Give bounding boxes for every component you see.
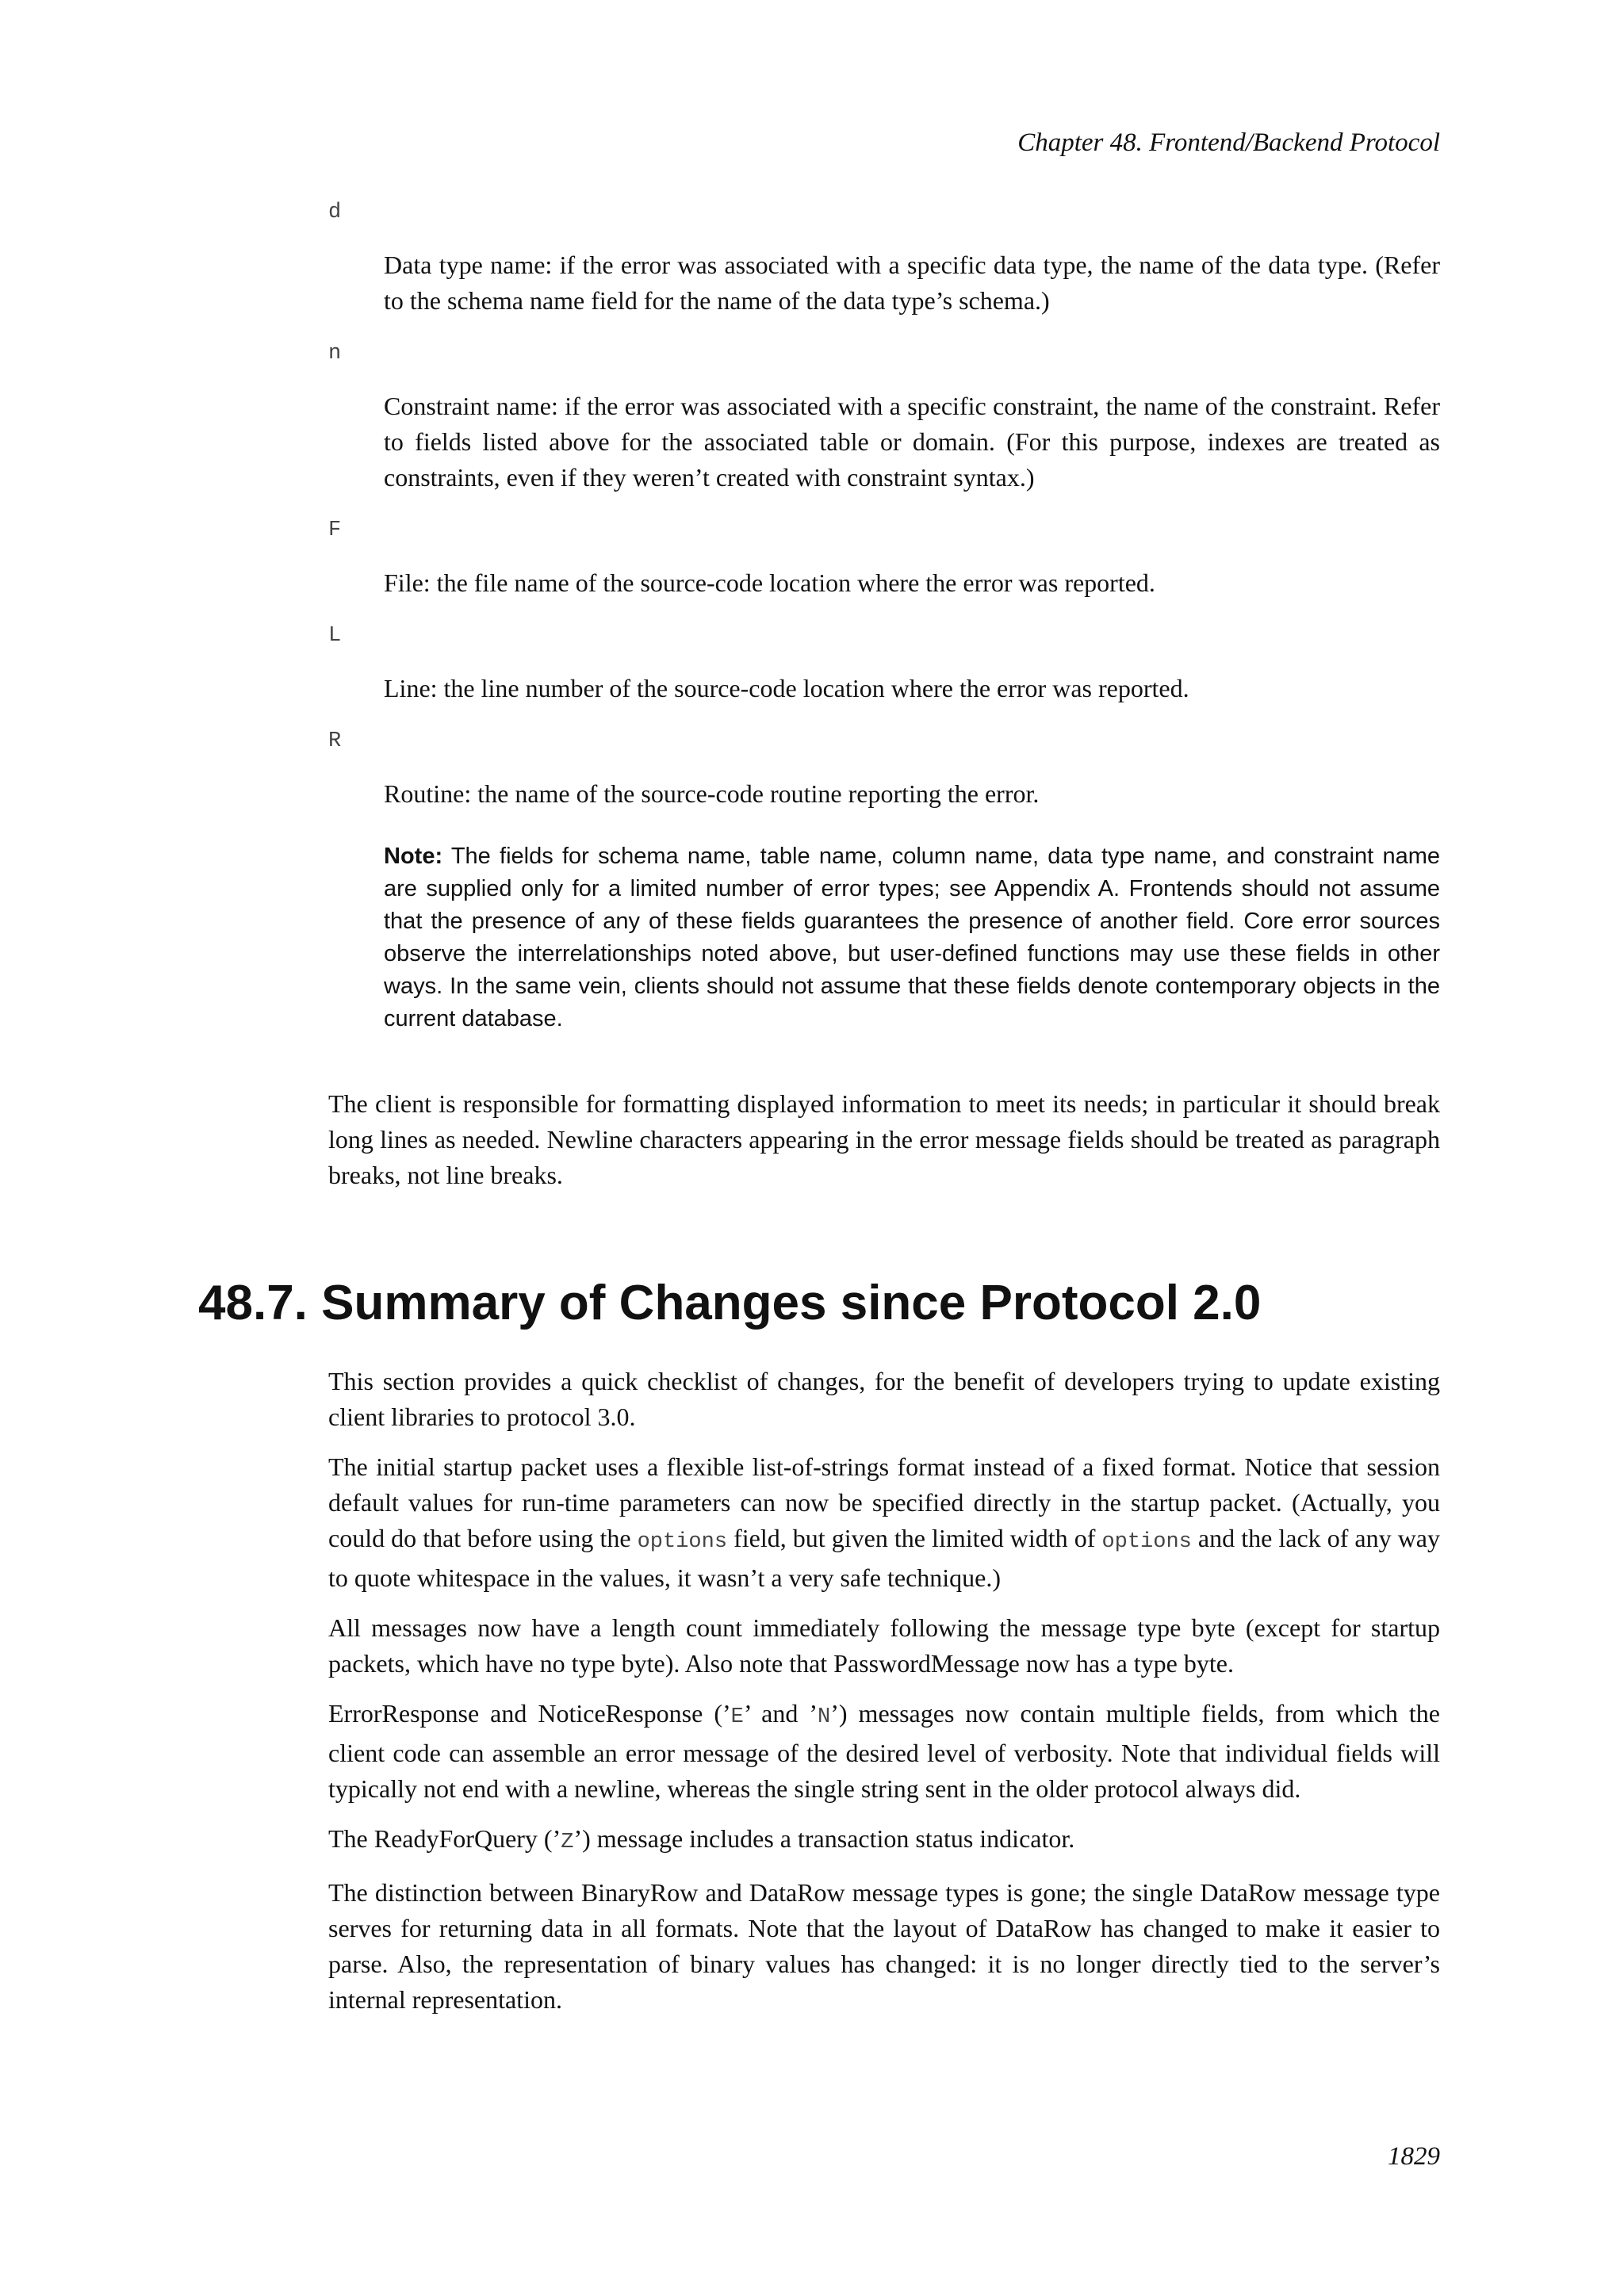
field-description: Constraint name: if the error was associated with a specific constraint, the name of the constraint. Refer to fields listed above for the associated table or domain. (For this purpose, indexes are treated as constraints, even if they weren’t created with constraint syntax.): [384, 392, 1440, 492]
datarow-paragraph: The distinction between BinaryRow and DataRow message types is gone; the single DataRow message type serves for returning data in all formats. Note that the layout of DataRow has changed to make it easier to parse. Also, the representation of binary values has changed: it is no longer directly tied to the server’s internal representation.: [328, 1878, 1440, 2014]
startup-packet-paragraph: [328, 1449, 1440, 1596]
note-label: Note:: [384, 844, 443, 869]
field-entry-d: [328, 198, 1440, 319]
note-text: The fields for schema name, table name, column name, data type name, and constraint name are supplied only for a limited number of error types; see Appendix A. Frontends should not assume that the presence of any of these fields guarantees the presence of another field. Core error sources observe the interrelationships noted above, but user-defined functions may use these fields in other ways. In the same vein, clients should not assume that these fields denote contemporary objects in the current database.: [384, 844, 1440, 1031]
field-description: Line: the line number of the source-code location where the error was reported.: [384, 674, 1189, 702]
error-notice-text-3: ’) messages now contain multiple fields, from which the client code can assemble an error message of the desired level of verbosity. Note that individual fields will typically not end with a newline, whereas the single string sent in the older protocol always did.: [328, 1699, 1441, 1803]
field-entry-F: [328, 516, 1440, 601]
error-notice-text-1: ErrorResponse and NoticeResponse (’: [328, 1699, 731, 1728]
ready-text-1: The ReadyForQuery (’: [328, 1824, 561, 1853]
error-field-list: [328, 198, 1440, 1035]
field-code: d: [328, 201, 342, 224]
startup-text-1: The initial startup packet uses a flexible list-of-strings format instead of a fixed format. Notice that session default values for run-time parameters can now be specified directly in the startup packet. (Actually, you could do that before using the: [328, 1452, 1440, 1552]
page-number: 1829: [1388, 2142, 1440, 2171]
error-notice-text-2: ’ and ’: [743, 1699, 818, 1728]
startup-text-2: field, but given the limited width of: [727, 1524, 1102, 1552]
message-code-e: E: [730, 1705, 744, 1729]
length-count-paragraph: All messages now have a length count immediately following the message type byte (except for startup packets, which have no type byte). Also note that PasswordMessage now has a type byte.: [328, 1613, 1440, 1678]
section-heading: 48.7. Summary of Changes since Protocol 2.0: [198, 1276, 1262, 1330]
note-box: [384, 840, 1440, 1035]
ready-for-query-paragraph: [328, 1821, 1440, 1861]
field-code: n: [328, 342, 342, 365]
running-header: Chapter 48. Frontend/Backend Protocol: [1017, 128, 1440, 157]
field-description: Routine: the name of the source-code routine reporting the error.: [384, 779, 1040, 808]
field-description: File: the file name of the source-code location where the error was reported.: [384, 568, 1155, 597]
options-code: options: [637, 1530, 728, 1554]
ready-text-2: ’) message includes a transaction status indicator.: [573, 1824, 1075, 1853]
field-entry-n: [328, 339, 1440, 496]
closing-paragraph: The client is responsible for formatting displayed information to meet its needs; in particular it should break long lines as needed. Newline characters appearing in the error message fields should be treated as paragraph breaks, not line breaks.: [328, 1089, 1440, 1189]
closing-section: [328, 1086, 1440, 1207]
field-entry-R: [328, 727, 1440, 812]
message-code-z: Z: [561, 1831, 574, 1854]
error-notice-paragraph: [328, 1696, 1440, 1807]
field-code: F: [328, 519, 342, 542]
startup-text-3: and the lack of any way to quote whitespace in the values, it wasn’t a very safe technique.): [328, 1524, 1441, 1592]
section-body: [328, 1364, 1440, 2032]
options-code: options: [1101, 1530, 1192, 1554]
message-code-n: N: [818, 1705, 831, 1729]
field-code: L: [328, 624, 342, 648]
field-entry-L: [328, 622, 1440, 706]
field-description: Data type name: if the error was associated with a specific data type, the name of the data type. (Refer to the schema name field for the name of the data type’s schema.): [384, 251, 1440, 315]
section-intro-paragraph: This section provides a quick checklist of changes, for the benefit of developers trying to update existing client libraries to protocol 3.0.: [328, 1367, 1440, 1431]
field-code: R: [328, 729, 342, 753]
